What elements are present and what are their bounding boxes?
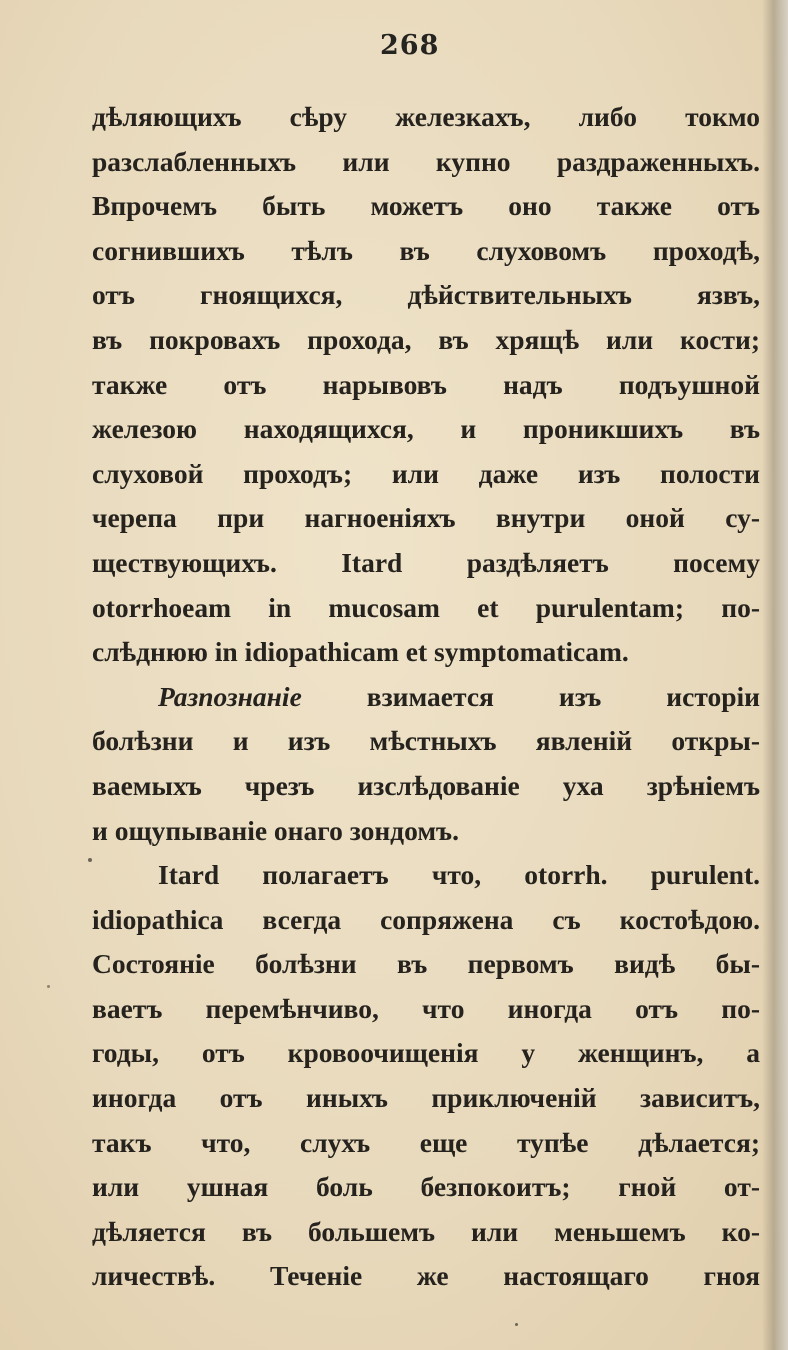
text-line: дѣляется въ большемъ или меньшемъ ко-: [92, 1215, 760, 1247]
text-line: отъ гноящихся, дѣйствительныхъ язвъ,: [92, 279, 760, 311]
text-line: Состоянiе болѣзни въ первомъ видѣ бы-: [92, 948, 760, 980]
paragraph-2: [92, 675, 760, 853]
text-line: слѣднюю in idiopathicam et symptomaticam.: [92, 636, 629, 668]
page-edge-shadow: [762, 0, 788, 1350]
text-line: и ощупыванiе онаго зондомъ.: [92, 814, 459, 846]
text-line: idiopathica всегда сопряжена съ костоѣдою.: [92, 903, 760, 935]
text-line: такъ что, слухъ еще тупѣе дѣлается;: [92, 1126, 760, 1158]
text-line: или ушная боль безпокоитъ; гной от-: [92, 1171, 760, 1203]
paper-speck: [515, 1323, 518, 1326]
text-line: черепа при нагноенiяхъ внутри оной су-: [92, 502, 760, 534]
text-line: согнившихъ тѣлъ въ слуховомъ проходѣ,: [92, 234, 760, 266]
text-line: ваемыхъ чрезъ изслѣдованiе уха зрѣнiемъ: [92, 769, 760, 801]
text-line: Itard полагаетъ что, otorrh. purulent.: [158, 859, 760, 891]
paragraph-3: [92, 853, 760, 1299]
text-line: годы, отъ кровоочищенiя у женщинъ, а: [92, 1037, 760, 1069]
text-run: взимается изъ исторiи: [301, 680, 760, 712]
text-line: иногда отъ иныхъ приключенiй зависитъ,: [92, 1082, 760, 1114]
text-line: въ покровахъ прохода, въ хрящѣ или кости;: [92, 323, 760, 355]
text-line: дѣляющихъ сѣру железкахъ, либо токмо: [92, 101, 760, 132]
text-line: болѣзни и изъ мѣстныхъ явленiй откры-: [92, 725, 760, 757]
text-line: разслабленныхъ или купно раздраженныхъ.: [92, 145, 760, 177]
body-text: [92, 95, 760, 1299]
italic-term: Разпознанiе: [158, 680, 302, 712]
paragraph-1: [92, 95, 760, 675]
text-line: железою находящихся, и проникшихъ въ: [92, 413, 760, 445]
paper-speck: [47, 985, 50, 988]
text-line: otorrhoeam in mucosam et purulentam; по-: [92, 591, 760, 623]
text-line: также отъ нарывовъ надъ подъушной: [92, 368, 760, 400]
text-line: ваетъ перемѣнчиво, что иногда отъ по-: [92, 992, 760, 1024]
text-line: Впрочемъ быть можетъ оно также отъ: [92, 190, 760, 222]
text-line: слуховой проходъ; или даже изъ полости: [92, 457, 760, 489]
text-line: ществующихъ. Itard раздѣляетъ посему: [92, 546, 760, 578]
text-line: [92, 675, 760, 720]
paper-speck: [88, 858, 92, 862]
page-number: 268: [380, 30, 440, 61]
text-line: личествѣ. Теченiе же настоящаго гноя: [92, 1260, 760, 1292]
